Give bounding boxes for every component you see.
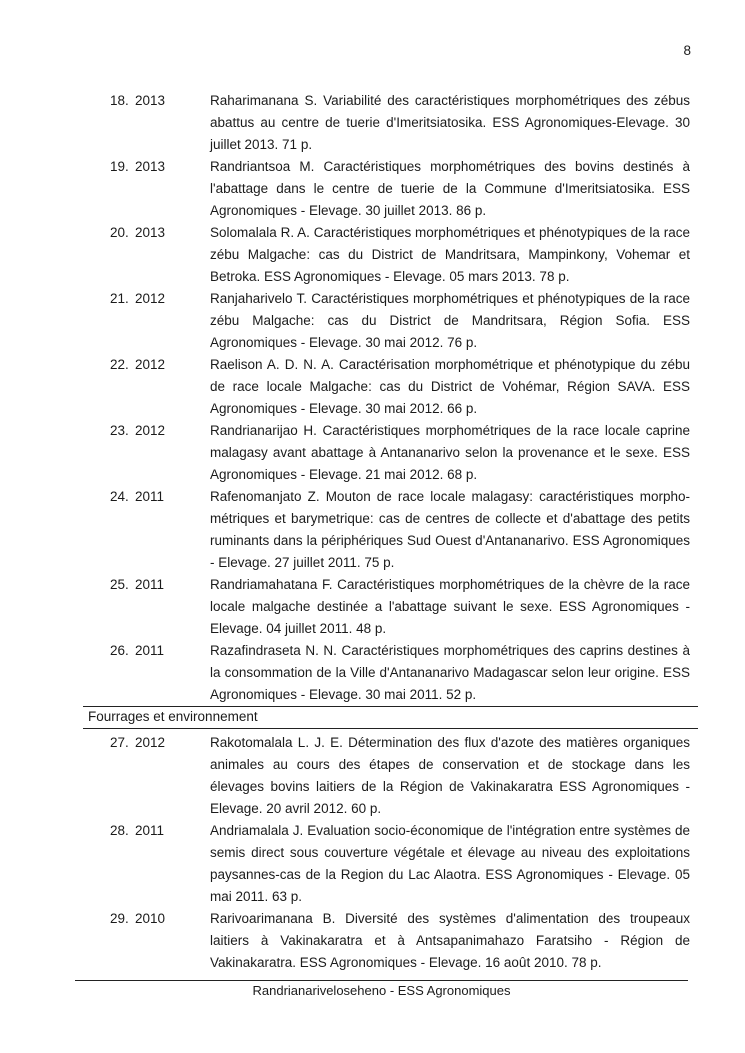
entry-citation: Andriamalala J. Evaluation socio-économique de l'intégration entre systèmes de semis direct sous couverture végétale et élevage au niveau des exploitations paysannes-cas de la Region du Lac Alaotra. ESS Agronomiques - Elevage. 05 mai 2011. 63 p. [210,823,690,904]
entry-year: 2011 [135,823,165,838]
entry-year: 2013 [135,159,166,174]
entry-citation: Razafindraseta N. N. Caractéristiques morphométriques des caprins destines à la consommation de la Ville d'Antananarivo Madagascar selon leur origine. ESS Agronomiques - Elevage. 30 mai 2011. 52 p. [210,643,690,702]
reference-entry [0,574,745,640]
entry-index [110,420,210,486]
entry-number: 28. [110,823,129,838]
reference-entry [0,288,745,354]
reference-entry [0,640,745,706]
entry-year: 2012 [135,423,166,438]
entry-index [110,222,210,288]
entry-number: 21. [110,291,129,306]
reference-entry [0,90,745,156]
entry-citation: Raelison A. D. N. A. Caractérisation morphométrique et phénotypique du zébu de race locale Malgache: cas du District de Vohémar, Région SAVA. ESS Agronomiques - Elevage. 30 mai 2012. 66 p. [210,357,690,416]
entry-year: 2010 [135,911,166,926]
entry-number: 19. [110,159,129,174]
entry-year: 2012 [135,357,166,372]
reference-entry [0,732,745,820]
reference-entry [0,908,745,974]
entry-index [110,732,210,820]
entry-number: 22. [110,357,129,372]
entry-citation: Randriantsoa M. Caractéristiques morphométriques des bovins destinés à l'abattage dans le centre de tuerie de la Commune d'Imeritsiatosika. ESS Agronomiques - Elevage. 30 juillet 2013. 86 p. [210,159,690,218]
footer-text: Randrianariveloseheno - ESS Agronomiques [252,983,511,998]
entry-number: 18. [110,93,129,108]
entry-year: 2013 [135,93,166,108]
entry-index [110,908,210,974]
entry-index [110,640,210,706]
entry-year: 2011 [135,643,165,658]
entry-year: 2012 [135,735,166,750]
entry-index [110,354,210,420]
entry-citation: Randrianarijao H. Caractéristiques morphométriques de la race locale caprine malagasy avant abattage à Antananarivo selon la provenance et le sexe. ESS Agronomiques - Elevage. 21 mai 2012. 68 p. [210,423,690,482]
reference-entry [0,820,745,908]
reference-entry [0,354,745,420]
section-heading: Fourrages et environnement [83,706,698,729]
entry-citation: Ranjaharivelo T. Caractéristiques morphométriques et phénotypiques de la race zébu Malgache: cas du District de Mandritsara, Région Sofia. ESS Agronomiques - Elevage. 30 mai 2012. 76 p. [210,291,690,350]
entry-number: 25. [110,577,129,592]
entry-number: 29. [110,911,129,926]
entry-citation: Randriamahatana F. Caractéristiques morphométriques de la chèvre de la race locale malgache destinée a l'abattage suivant le sexe. ESS Agronomiques - Elevage. 04 juillet 2011. 48 p. [210,577,690,636]
reference-entry [0,222,745,288]
entry-citation: Rarivoarimanana B. Diversité des systèmes d'alimentation des troupeaux laitiers à Vakinakaratra et à Antsapanimahazo Faratsiho - Région de Vakinakaratra. ESS Agronomiques - Elevage. 16 août 2010. 78 p. [210,911,690,970]
entry-year: 2011 [135,489,165,504]
entry-number: 24. [110,489,129,504]
reference-list [0,90,745,974]
entry-index [110,820,210,908]
entry-citation: Solomalala R. A. Caractéristiques morphométriques et phénotypiques de la race zébu Malgache: cas du District de Mandritsara, Mampinkony, Vohemar et Betroka. ESS Agronomiques - Elevage. 05 mars 2013. 78 p. [210,225,690,284]
entry-citation: Rafenomanjato Z. Mouton de race locale malagasy: caractéristiques morpho-métriques et barymetrique: cas de centres de collecte et d'abattage des petits ruminants dans la périphériques Sud Ouest d'Antananarivo. ESS Agronomiques - Elevage. 27 juillet 2011. 75 p. [210,489,690,570]
entry-year: 2012 [135,291,166,306]
entry-number: 23. [110,423,129,438]
entry-number: 26. [110,643,129,658]
entry-index [110,90,210,156]
entry-index [110,574,210,640]
entry-index [110,288,210,354]
entry-index [110,486,210,574]
reference-entry [0,156,745,222]
entry-citation: Rakotomalala L. J. E. Détermination des flux d'azote des matières organiques animales au cours des étapes de conservation et de stockage dans les élevages bovins laitiers de la Région de Vakinakaratra ESS Agronomiques - Elevage. 20 avril 2012. 60 p. [210,735,690,816]
entry-year: 2011 [135,577,165,592]
page-footer [75,980,688,999]
reference-entry [0,420,745,486]
entry-citation: Raharimanana S. Variabilité des caractéristiques morphométriques des zébus abattus au centre de tuerie d'Imeritsiatosika. ESS Agronomiques-Elevage. 30 juillet 2013. 71 p. [210,93,690,152]
page-number: 8 [683,43,691,58]
reference-entry [0,486,745,574]
entry-year: 2013 [135,225,166,240]
entry-index [110,156,210,222]
entry-number: 27. [110,735,129,750]
entry-number: 20. [110,225,129,240]
